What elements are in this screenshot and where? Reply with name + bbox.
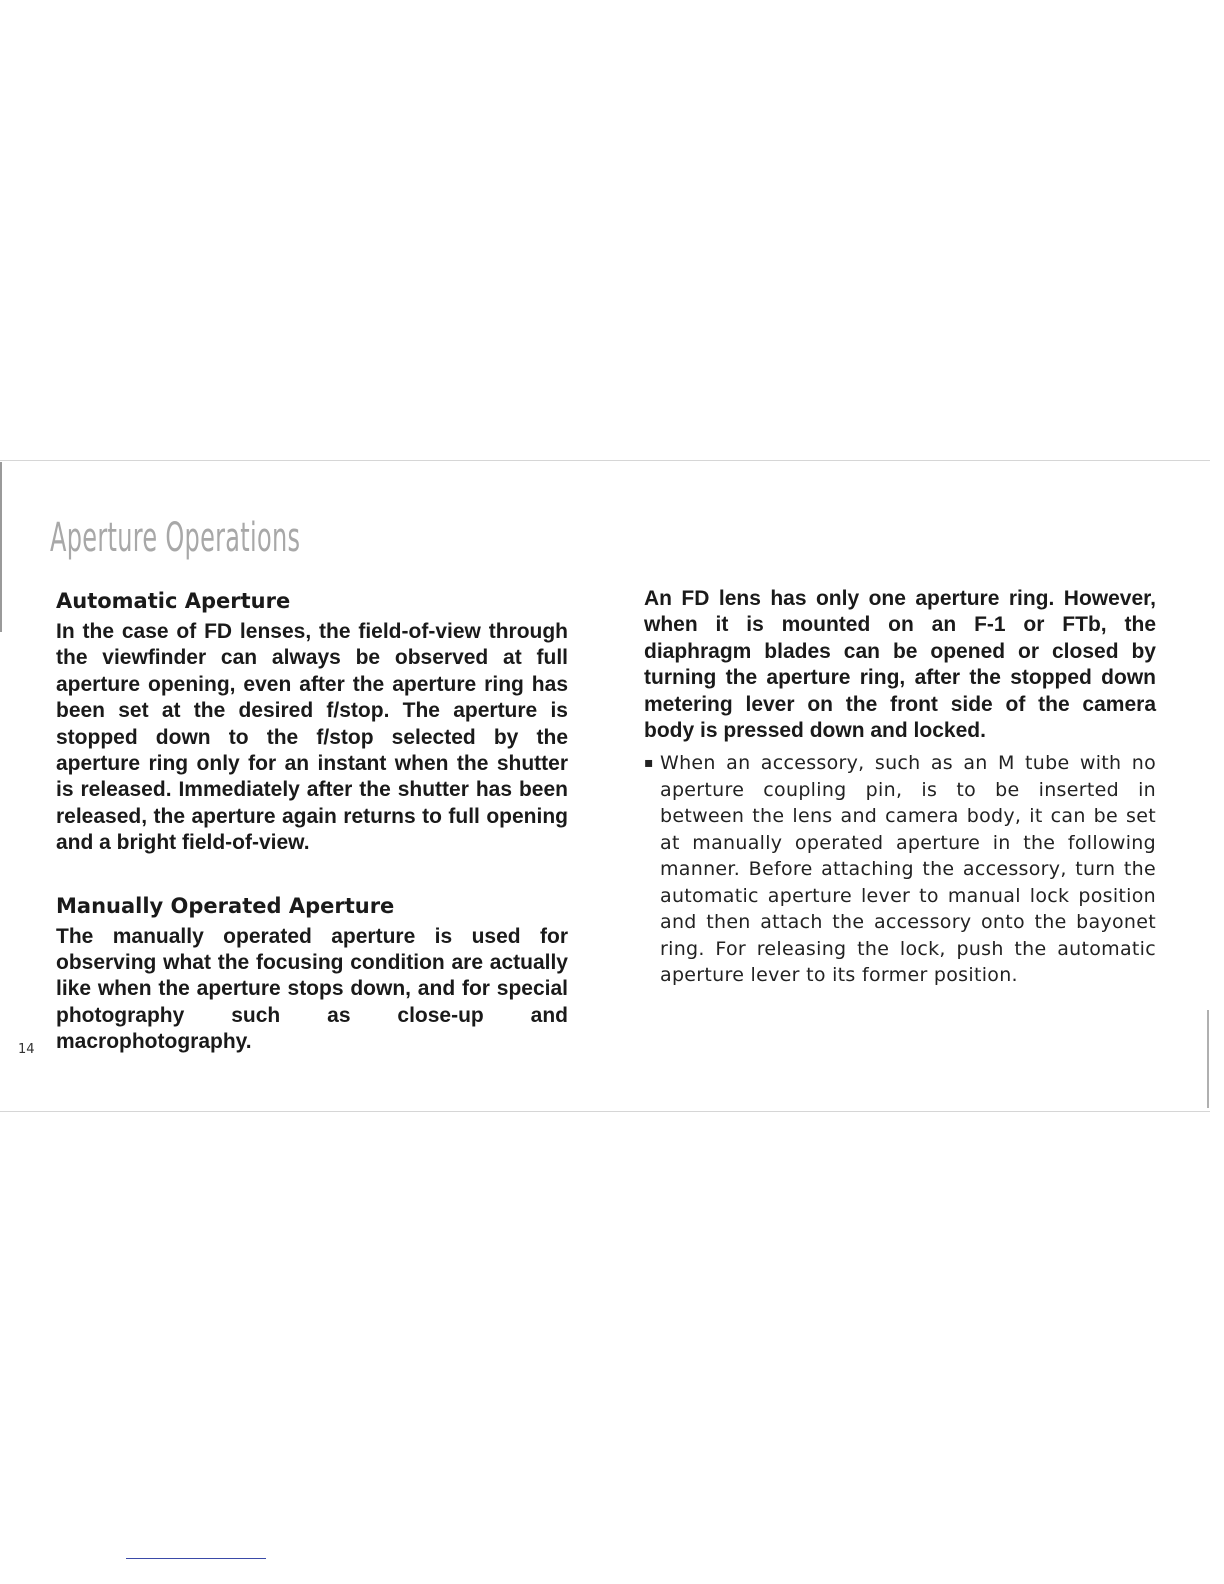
right-page-edge (1207, 1010, 1209, 1108)
manual-aperture-section (56, 891, 568, 1056)
manual-aperture-heading: Manually Operated Aperture (56, 893, 395, 918)
automatic-aperture-section (56, 586, 568, 857)
automatic-aperture-heading: Automatic Aperture (56, 589, 291, 613)
section-spacer (56, 857, 568, 891)
left-page-edge (0, 462, 2, 632)
right-column (644, 586, 1156, 989)
bullet-icon: ▪ (644, 755, 654, 772)
accessory-note-text: When an accessory, such as an M tube with no aperture coupling pin, is to be inserted in between the lens and camera body, it can be set at manually operated aperture in the following manner. Before attaching the accessory, turn the automatic aperture lever to manual lock position and then attach the accessory onto the bayonet ring. For releasing the lock, push the automatic aperture lever to its former position. (660, 752, 1156, 987)
section-title: Aperture Operations (50, 515, 301, 561)
page-number: 14 (18, 1042, 35, 1057)
manual-aperture-text: The manually operated aperture is used for observing what the focusing condition are actually like when the aperture stops down, and for special photography such as close-up and macrophotography. (56, 924, 568, 1054)
automatic-aperture-text: In the case of FD lenses, the field-of-view through the viewfinder can always be observed at full aperture opening, even after the aperture ring has been set at the desired f/stop. The aperture is stopped down to the f/stop selected by the aperture ring only for an instant when the shutter is released. Immediately after the shutter has been released, the aperture again returns to full opening and a bright field-of-view. (56, 620, 568, 855)
footer-rule (126, 1558, 266, 1559)
accessory-note (644, 750, 1156, 989)
fd-lens-intro-text: An FD lens has only one aperture ring. However, when it is mounted on an F-1 or FTb, the diaphragm blades can be opened or closed by turning the aperture ring, after the stopped down metering lever on the front side of the camera body is pressed down and locked. (644, 587, 1156, 743)
left-column (56, 586, 568, 1056)
